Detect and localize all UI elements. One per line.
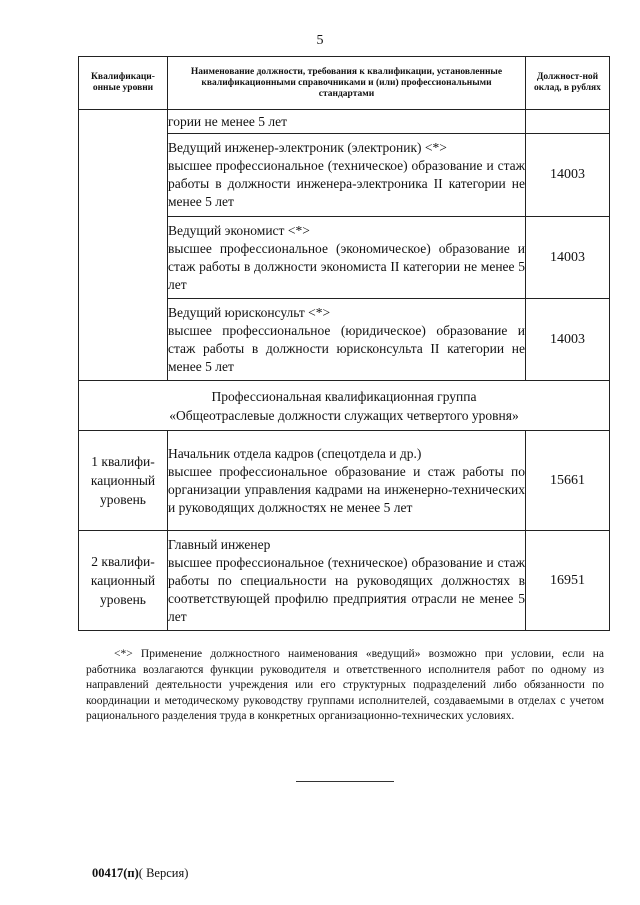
position-title: Начальник отдела кадров (спецотдела и др.) [168, 445, 422, 461]
table-row [79, 531, 610, 631]
position-cell [168, 134, 526, 217]
position-cell [168, 217, 526, 299]
position-requirement: высшее профессиональное (юридическое) образование и стаж работы в должности юрисконсульта II категории не менее 5 лет [168, 322, 525, 374]
position-requirement: высшее профессиональное (техническое) образование и стаж работы по специальности на руководящих должностях в соответствующей профилю предприятия отрасли не менее 5 лет [168, 554, 525, 624]
divider-line [296, 781, 394, 782]
continuation-text: гории не менее 5 лет [168, 110, 526, 134]
position-requirement: высшее профессиональное (техническое) образование и стаж работы в должности инженера-электроника II категории не менее 5 лет [168, 158, 525, 209]
salary-value: 14003 [526, 299, 610, 381]
table-header-row [79, 57, 610, 110]
document-code-number: 00417(п) [92, 866, 139, 880]
level-cell: 2 квалифи-кационный уровень [79, 531, 168, 631]
salary-value: 14003 [526, 134, 610, 217]
position-title: Главный инженер [168, 536, 271, 552]
header-position: Наименование должности, требования к квалификации, установленные квалификационными справочниками и (или) профессиональными стандартами [168, 57, 526, 110]
table-row [79, 381, 610, 431]
document-code [92, 866, 188, 881]
level-cell: 1 квалифи-кационный уровень [79, 431, 168, 531]
salary-value: 16951 [526, 531, 610, 631]
position-cell [168, 431, 526, 531]
position-title: Ведущий юрисконсульт <*> [168, 304, 331, 320]
page-number: 5 [316, 33, 324, 48]
salary-cell-empty [526, 110, 610, 134]
position-cell [168, 531, 526, 631]
position-title: Ведущий инженер-электроник (электроник) <*> [168, 140, 447, 155]
document-version: ( Версия) [138, 866, 189, 880]
table-row [79, 431, 610, 531]
position-title: Ведущий экономист <*> [168, 222, 310, 238]
table-row [79, 110, 610, 134]
salary-value: 15661 [526, 431, 610, 531]
level-cell-empty [79, 110, 168, 381]
header-levels: Квалификаци-онные уровни [79, 57, 168, 110]
group-heading-line1: Профессиональная квалификационная группа [211, 388, 477, 404]
position-requirement: высшее профессиональное образование и стаж работы по организации управления кадрами на инженерно-технических и руководящих должностях не менее 5 лет [168, 463, 525, 515]
footnote: <*> Применение должностного наименования «ведущий» возможно при условии, если на работника возлагаются функции руководителя и ответственного исполнителя работ по одному из направлений деятельности учреждения или его структурных подразделений либо обязанности по координации и методическому руководству группами исполнителей, создаваемыми в отделах с учетом рационального разделения труда в конкретных организационно-технических условиях. [86, 648, 604, 722]
qualification-table [78, 56, 610, 631]
group-heading [79, 381, 610, 431]
position-requirement: высшее профессиональное (экономическое) образование и стаж работы в должности экономиста II категории не менее 5 лет [168, 240, 525, 292]
header-salary: Должност-ной оклад, в рублях [526, 57, 610, 110]
salary-value: 14003 [526, 217, 610, 299]
position-cell [168, 299, 526, 381]
group-heading-line2: «Общеотраслевые должности служащих четвертого уровня» [169, 407, 519, 423]
